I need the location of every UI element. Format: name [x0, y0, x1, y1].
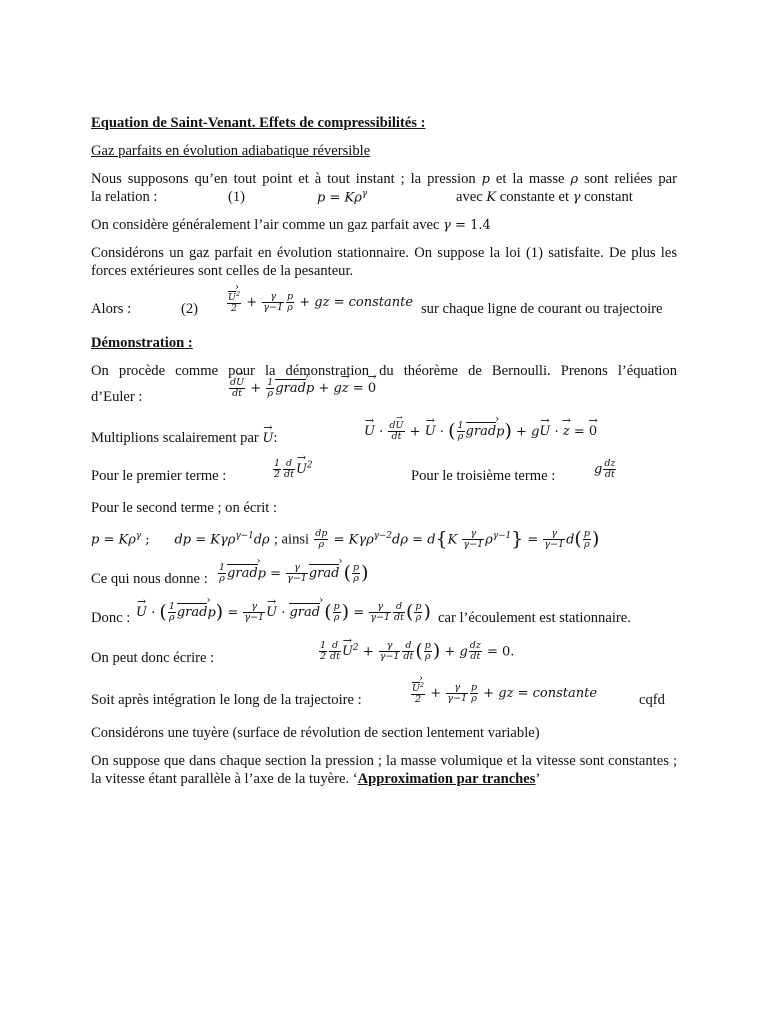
equation-label-1: (1) [228, 189, 246, 206]
multiply-label: Multiplions scalairement par → U: [91, 429, 277, 447]
slices-approximation: Approximation par tranches [357, 771, 536, 788]
integration-label: Soit après intégration le long de la trajectoire : [91, 692, 362, 708]
nozzle-sentence: Considérons une tuyère (surface de révolution de section lentement variable) [91, 725, 540, 741]
alors-label: Alors : [91, 301, 132, 317]
donc-tail: car l’écoulement est stationnaire. [438, 610, 631, 626]
second-term-label: Pour le second terme ; on écrit : [91, 500, 278, 516]
equation-2: $\frac{U ›^2}{2}$ + $\frac{\gamma}{\gamma-1}$ $\frac{p}{\rho}$ + gz = constante [226, 291, 413, 314]
first-term-equation: $\frac{1}{2}$ $\frac{d}{dt}$ → $U^2$ [272, 459, 313, 480]
second-term-equation: $p = K\rho^\gamma$ ; dp = Kγρ$^{\gamma-1}$dρ ; ainsi $\frac{dp}{\rho}$ = Kγρ$^{\gamma-2}$dρ = d{K $\frac{\gamma}{\gamma-1}$ $\rho^{\gamma-1}$} = $\frac{\gamma}{\gamma-1}$ d( $\frac{p}{\rho}$ ) [91, 528, 600, 551]
integration-equation: $\frac{U ›^2}{2}$ + $\frac{\gamma}{\gamma-1}$ $\frac{p}{\rho}$ + gz = constante [410, 682, 597, 705]
equation-label-2: (2) [181, 301, 199, 317]
donc-equation: → U · ( $\frac{1}{\rho}$ grad ›p) = $\frac{\gamma}{\gamma-1}$ → U · grad › ( $\frac{p}{\rho}$ ) = $\frac{\gamma}{\gamma-1}$ $\frac{d}{dt}$ ( $\frac{p}{\rho}$ ) [136, 601, 431, 625]
stationary-paragraph: Considérons un gaz parfait en évolution stationnaire. On suppose la loi (1) satisfaite. De plus les forces extérieures sont celles de la pesanteur. [91, 245, 677, 280]
page-title: Equation de Saint-Venant. Effets de compressibilités : [91, 115, 426, 131]
euler-label: d’Euler : [91, 389, 143, 405]
multiply-equation: → U · $\frac{d\to U}{dt}$ + → U · ( $\frac{1}{\rho}$ grad ›p) + g→ U · → z = → 0 [364, 420, 597, 444]
slices-paragraph: On suppose que dans chaque section la pression ; la masse volumique et la vitesse sont constantes ; la vitesse étant parallèle à l’axe de la tuyère. ‘Approximation par tranches’ [91, 753, 677, 788]
equation-2-tail: sur chaque ligne de courant ou trajectoire [421, 301, 663, 317]
write-equation: $\frac{1}{2}$ $\frac{d}{dt}$ → $U^2$ + $\frac{\gamma}{\gamma-1}$ $\frac{d}{dt}$ ( $\frac{p}{\rho}$ ) + g $\frac{dz}{dt}$ = 0. [318, 640, 514, 664]
gives-label: Ce qui nous donne : [91, 571, 208, 587]
donc-label: Donc : [91, 610, 131, 626]
cqfd: cqfd [639, 692, 665, 708]
equation-1: $p = K\rho^\gamma$ [317, 189, 368, 206]
first-term-label: Pour le premier terme : [91, 468, 227, 484]
third-term-label: Pour le troisième terme : [411, 468, 556, 484]
third-term-equation: g $\frac{dz}{dt}$ [594, 458, 616, 480]
write-label: On peut donc écrire : [91, 650, 215, 666]
demo-heading: Démonstration : [91, 335, 193, 351]
gives-equation: $\frac{1}{\rho}$ grad ›p = $\frac{\gamma}{\gamma-1}$ grad › ( $\frac{p}{\rho}$ ) [217, 562, 369, 586]
euler-equation: $\frac{d\to U}{dt}$ + $\frac{1}{\rho}$ grad ›p + g→ z = → 0 [228, 378, 376, 399]
section-subtitle: Gaz parfaits en évolution adiabatique réversible [91, 143, 371, 159]
intro-paragraph: Nous supposons qu’en tout point et à tout instant ; la pression p et la masse ρ sont reliées par la relation : (1) $p = K\rho^\gamma$ avec K constante et γ constant [91, 171, 677, 206]
demo-paragraph: On procède comme pour la démonstration du théorème de Bernoulli. Prenons l’équation [91, 363, 677, 379]
air-sentence: On considère généralement l’air comme un gaz parfait avec γ = 1.4 [91, 217, 491, 233]
